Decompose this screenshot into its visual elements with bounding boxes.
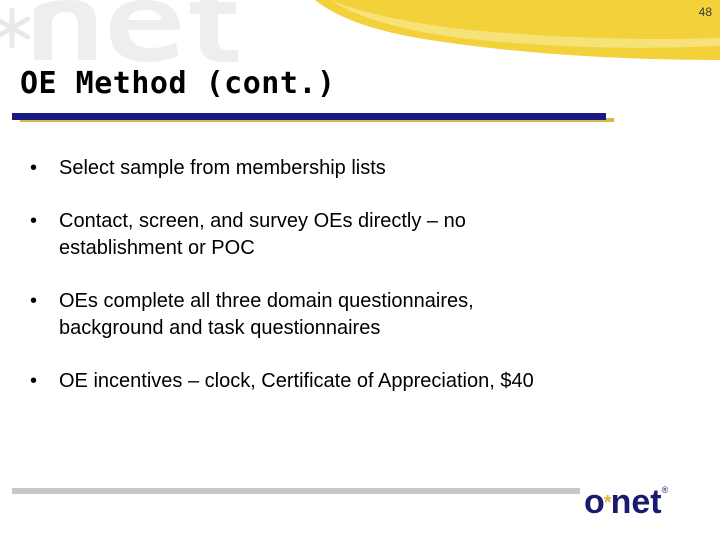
- slide-number: 48: [698, 5, 712, 19]
- yellow-swoosh: [315, 0, 720, 60]
- bullet-text: Contact, screen, and survey OEs directly – no: [59, 210, 466, 232]
- title-underline-blue: [12, 113, 606, 120]
- bullet-dot: •: [30, 157, 38, 179]
- bullet-dot: •: [30, 290, 38, 312]
- footer-bar: [12, 488, 580, 494]
- logo-star-icon: *: [603, 492, 612, 514]
- title-underline: [12, 113, 614, 123]
- slide-title: OE Method (cont.): [20, 66, 336, 101]
- logo-registered-mark: ®: [661, 485, 669, 495]
- bullet-item: [30, 208, 690, 262]
- bullet-text: Select sample from membership lists: [59, 157, 386, 179]
- bullet-dot: •: [30, 210, 38, 232]
- bullet-text-continued: establishment or POC: [59, 237, 255, 259]
- bullet-text: OEs complete all three domain questionnaires,: [59, 290, 474, 312]
- bullet-dot: •: [30, 370, 38, 392]
- asterisk-net-watermark: [0, 0, 238, 62]
- bullet-text: OE incentives – clock, Certificate of Appreciation, $40: [59, 370, 534, 392]
- logo-prefix: o: [584, 483, 605, 521]
- onet-logo: [584, 470, 694, 521]
- bullet-item: [30, 155, 690, 182]
- bullet-item: [30, 288, 690, 342]
- logo-suffix: net: [610, 483, 662, 521]
- bullet-text-continued: background and task questionnaires: [59, 317, 381, 339]
- bullet-item: [30, 368, 690, 395]
- bullet-list: [30, 155, 690, 421]
